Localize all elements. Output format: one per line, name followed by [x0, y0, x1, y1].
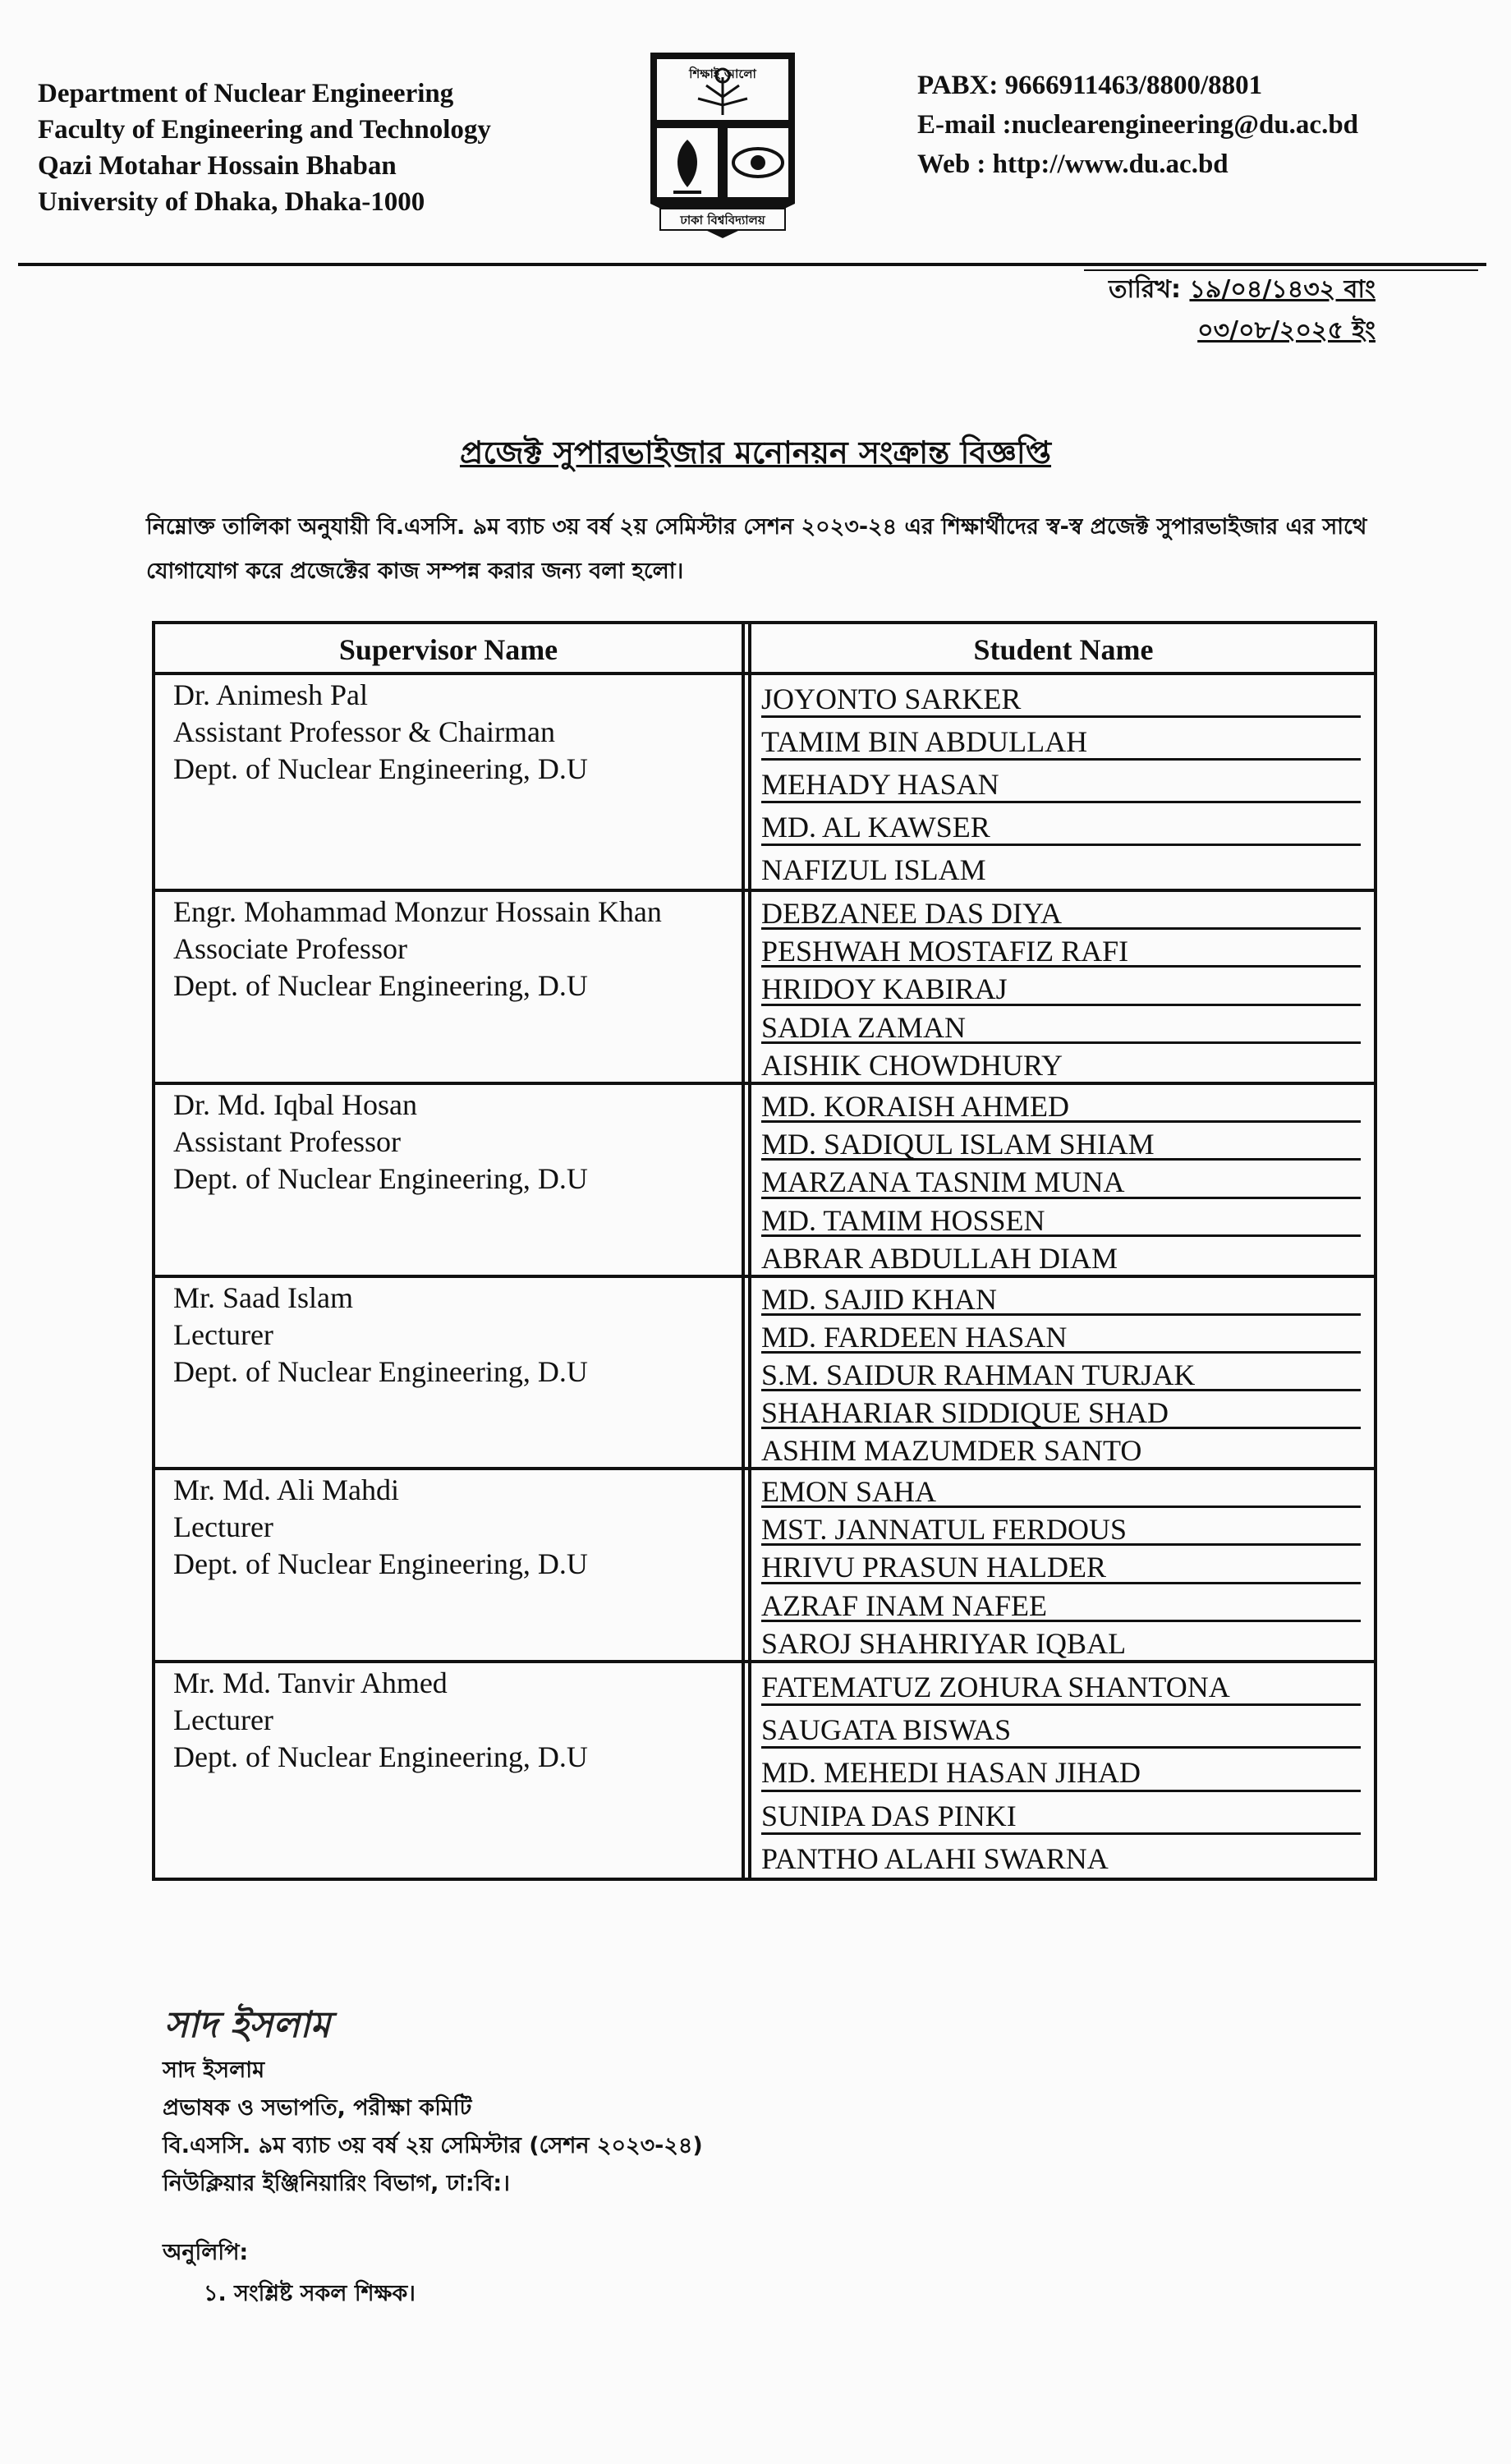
supervisor-department: Dept. of Nuclear Engineering, D.U — [173, 1547, 588, 1580]
student-name: MD. AL KAWSER — [761, 803, 1361, 846]
department-address — [38, 76, 491, 220]
student-name: FATEMATUZ ZOHURA SHANTONA — [761, 1663, 1361, 1706]
supervisor-designation: Associate Professor — [173, 932, 407, 965]
supervisor-cell — [173, 894, 662, 1004]
signatory-batch: বি.এসসি. ৯ম ব্যাচ ৩য় বর্ষ ২য় সেমিস্টার (সেশন ২০২৩-২৪) — [163, 2133, 703, 2158]
supervisor-department: Dept. of Nuclear Engineering, D.U — [173, 1355, 588, 1388]
handwritten-signature — [161, 1994, 407, 2052]
contact-info — [917, 66, 1358, 184]
date-bangla: ১৯/০৪/১৪৩২ বাং — [1189, 275, 1376, 304]
signatory-dept: নিউক্লিয়ার ইঞ্জিনিয়ারিং বিভাগ, ঢা:বি:। — [163, 2171, 510, 2196]
signatory-block — [163, 2052, 703, 2203]
student-name: SAROJ SHAHRIYAR IQBAL — [761, 1626, 1127, 1660]
header-divider — [18, 263, 1486, 266]
email-address: E-mail :nuclearengineering@du.ac.bd — [917, 110, 1359, 140]
student-name: HRIVU PRASUN HALDER — [761, 1546, 1361, 1584]
notice-intro: নিম্নোক্ত তালিকা অনুযায়ী বি.এসসি. ৯ম ব্যাচ ৩য় বর্ষ ২য় সেমিস্টার সেশন ২০২৩-২৪ এর শিক্ষার্থীদের স্ব-স্ব প্রজেক্ট সুপারভাইজার এর সাথে যোগাযোগ করে প্রজেক্টের কাজ সম্পন্ন করার জন্য বলা হলো। — [146, 514, 1367, 584]
student-name: PESHWAH MOSTAFIZ RAFI — [761, 930, 1361, 968]
address-line: Department of Nuclear Engineering — [38, 79, 454, 108]
header-student: Student Name — [973, 633, 1154, 666]
notice-title-text: প্রজেক্ট সুপারভাইজার মনোনয়ন সংক্রান্ত বিজ্ঞপ্তি — [459, 434, 1052, 471]
student-name: HRIDOY KABIRAJ — [761, 968, 1361, 1005]
student-name: ABRAR ABDULLAH DIAM — [761, 1241, 1118, 1275]
supervisor-cell — [173, 1280, 588, 1391]
pabx-number: PABX: 9666911463/8800/8801 — [917, 71, 1263, 100]
logo-ribbon-text: ঢাকা বিশ্ববিদ্যালয় — [680, 213, 765, 228]
supervisor-designation: Lecturer — [173, 1318, 273, 1351]
supervisor-designation: Assistant Professor & Chairman — [173, 715, 555, 748]
header-supervisor: Supervisor Name — [338, 633, 558, 666]
student-name: DEBZANEE DAS DIYA — [761, 892, 1361, 930]
student-name: AISHIK CHOWDHURY — [761, 1048, 1063, 1082]
supervisor-name: Engr. Mohammad Monzur Hossain Khan — [173, 895, 662, 928]
date-block — [1109, 269, 1376, 352]
student-name: EMON SAHA — [761, 1470, 1361, 1508]
student-name: MD. MEHEDI HASAN JIHAD — [761, 1749, 1361, 1791]
student-name: JOYONTO SARKER — [761, 675, 1361, 718]
student-name: SADIA ZAMAN — [761, 1006, 1361, 1044]
supervisor-designation: Lecturer — [173, 1703, 273, 1736]
signature-text: সাদ ইসলাম — [164, 2004, 331, 2046]
website-address: Web : http://www.du.ac.bd — [917, 149, 1229, 179]
student-name: NAFIZUL ISLAM — [761, 853, 986, 886]
student-name: PANTHO ALAHI SWARNA — [761, 1841, 1109, 1875]
student-name: MST. JANNATUL FERDOUS — [761, 1508, 1361, 1546]
supervisor-name: Dr. Animesh Pal — [173, 678, 369, 711]
supervisor-cell — [173, 1087, 588, 1198]
supervisor-department: Dept. of Nuclear Engineering, D.U — [173, 752, 588, 785]
date-label: তারিখ: — [1109, 275, 1182, 304]
copy-item: ১. সংশ্লিষ্ট সকল শিক্ষক। — [204, 2281, 416, 2306]
supervisor-name: Mr. Md. Tanvir Ahmed — [173, 1666, 448, 1699]
student-name: SAUGATA BISWAS — [761, 1706, 1361, 1749]
logo-motto: শিক্ষাই আলো — [689, 67, 756, 81]
notice-title — [0, 429, 1511, 481]
supervisor-cell — [173, 1665, 588, 1776]
copy-label: অনুলিপি: — [163, 2240, 249, 2265]
student-name: ASHIM MAZUMDER SANTO — [761, 1434, 1142, 1467]
supervisor-name: Dr. Md. Iqbal Hosan — [173, 1088, 417, 1121]
student-name: AZRAF INAM NAFEE — [761, 1584, 1361, 1622]
signatory-name: সাদ ইসলাম — [163, 2057, 265, 2083]
supervisor-cell — [173, 1472, 588, 1583]
signatory-designation: প্রভাষক ও সভাপতি, পরীক্ষা কমিটি — [163, 2095, 472, 2121]
copy-to-block — [163, 2232, 416, 2315]
address-line: Faculty of Engineering and Technology — [38, 115, 491, 145]
student-name: MARZANA TASNIM MUNA — [761, 1161, 1361, 1198]
address-line: Qazi Motahar Hossain Bhaban — [38, 151, 397, 181]
column-divider — [742, 624, 751, 1878]
supervisor-table — [152, 621, 1377, 1881]
supervisor-designation: Assistant Professor — [173, 1125, 401, 1158]
student-name: SHAHARIAR SIDDIQUE SHAD — [761, 1391, 1361, 1429]
student-name: MEHADY HASAN — [761, 761, 1361, 803]
supervisor-cell — [173, 677, 588, 788]
supervisor-department: Dept. of Nuclear Engineering, D.U — [173, 1162, 588, 1195]
supervisor-name: Mr. Md. Ali Mahdi — [173, 1473, 400, 1506]
student-name: S.M. SAIDUR RAHMAN TURJAK — [761, 1354, 1361, 1391]
supervisor-department: Dept. of Nuclear Engineering, D.U — [173, 1740, 588, 1773]
student-name: MD. SADIQUL ISLAM SHIAM — [761, 1123, 1361, 1161]
student-name: MD. KORAISH AHMED — [761, 1085, 1361, 1123]
student-name: MD. SAJID KHAN — [761, 1278, 1361, 1316]
supervisor-department: Dept. of Nuclear Engineering, D.U — [173, 969, 588, 1002]
date-english: ০৩/০৮/২০২৫ ইং — [1197, 316, 1376, 345]
student-name: SUNIPA DAS PINKI — [761, 1792, 1361, 1835]
student-name: TAMIM BIN ABDULLAH — [761, 718, 1361, 761]
address-line: University of Dhaka, Dhaka-1000 — [38, 187, 425, 217]
supervisor-designation: Lecturer — [173, 1510, 273, 1543]
supervisor-name: Mr. Saad Islam — [173, 1281, 353, 1314]
student-name: MD. TAMIM HOSSEN — [761, 1199, 1361, 1237]
student-name: MD. FARDEEN HASAN — [761, 1316, 1361, 1354]
